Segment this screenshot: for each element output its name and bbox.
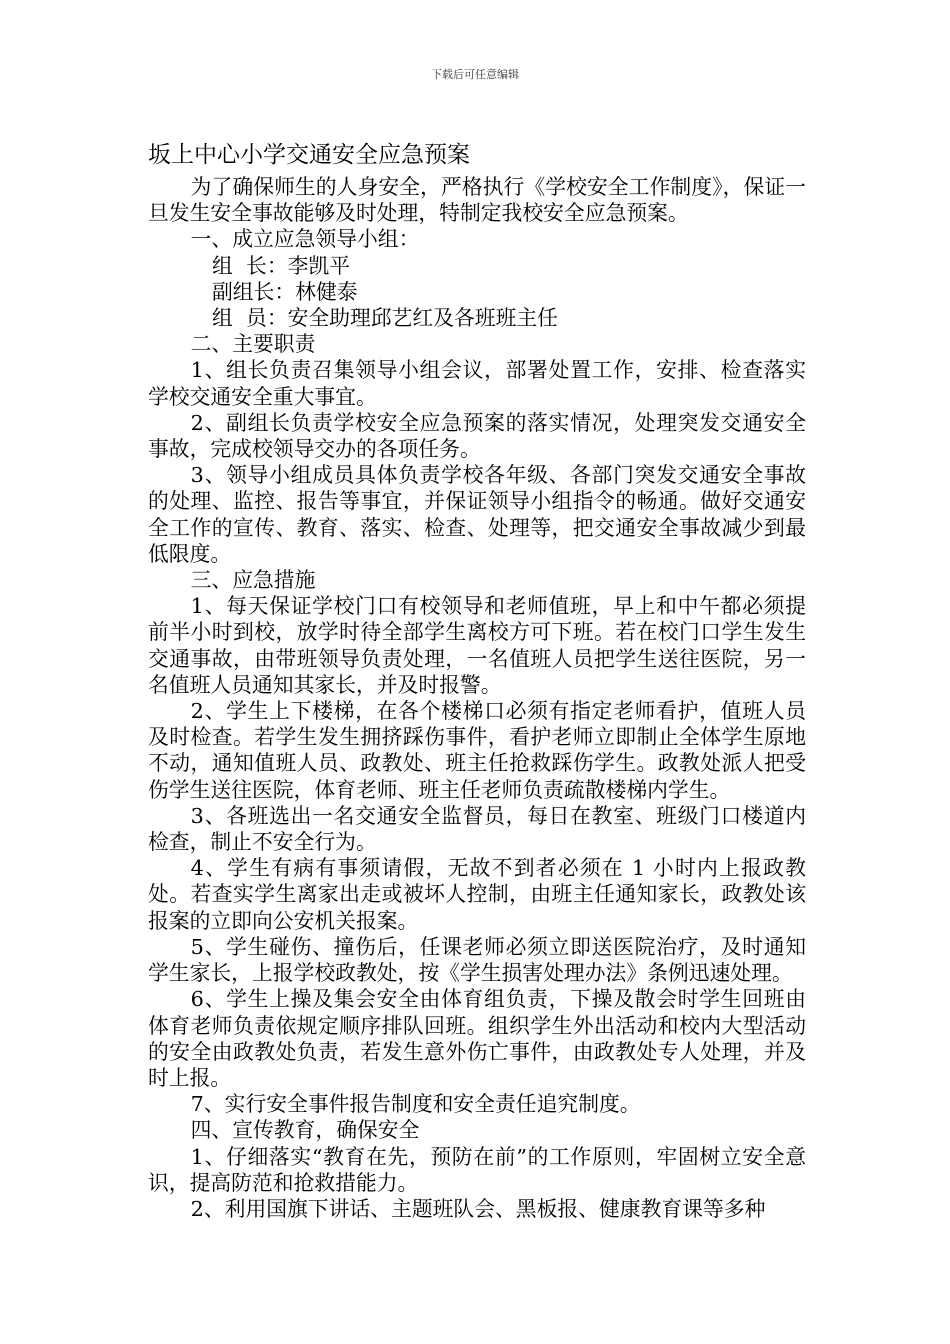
deputy-line: 副组长：林健泰 [212, 279, 358, 304]
section-3-item: 5、学生碰伤、撞伤后，任课老师必须立即送医院治疗，及时通知学生家长，上报学校政教处，按《学生损害处理办法》条例迅速处理。 [148, 934, 806, 986]
section-4-heading: 四、宣传教育，确保安全 [190, 1118, 420, 1143]
section-4-item: 1、仔细落实“教育在先，预防在前”的工作原则，牢固树立安全意识，提高防范和抢救措能力。 [148, 1144, 806, 1195]
section-3-item: 4、学生有病有事须请假，无故不到者必须在 1 小时内上报政教处。若查实学生离家出走或被坏人控制，由班主任通知家长，政教处该报案的立即向公安机关报案。 [148, 856, 806, 933]
section-1-heading: 一、成立应急领导小组： [190, 227, 420, 252]
document-body [148, 174, 806, 1222]
members-line: 组 员：安全助理邱艺红及各班班主任 [212, 306, 558, 331]
section-2-item: 1、组长负责召集领导小组会议，部署处置工作，安排、检查落实学校交通安全重大事宜。 [148, 358, 806, 409]
leader-line: 组 长：李凯平 [212, 253, 351, 278]
section-3-item: 1、每天保证学校门口有校领导和老师值班，早上和中午都必须提前半小时到校，放学时待全部学生离校方可下班。若在校门口学生发生交通事故，由带班领导负责处理，一名值班人员把学生送往医院，另一名值班人员通知其家长，并及时报警。 [148, 594, 806, 697]
section-2-item: 2、副组长负责学校安全应急预案的落实情况，处理突发交通安全事故，完成校领导交办的各项任务。 [148, 410, 806, 462]
section-3-item: 6、学生上操及集会安全由体育组负责，下操及散会时学生回班由体育老师负责依规定顺序排队回班。组织学生外出活动和校内大型活动的安全由政教处负责，若发生意外伤亡事件，由政教处专人处理，并及时上报。 [148, 987, 806, 1090]
section-2-heading: 二、主要职责 [190, 332, 316, 357]
section-3-item: 7、实行安全事件报告制度和安全责任追究制度。 [190, 1092, 641, 1117]
section-3-item: 2、学生上下楼梯，在各个楼梯口必须有指定老师看护，值班人员及时检查。若学生发生拥挤踩伤事件，看护老师立即制止全体学生原地不动，通知值班人员、政教处、班主任抢救踩伤学生。政教处派人把受伤学生送往医院，体育老师、班主任老师负责疏散楼梯内学生。 [148, 699, 806, 802]
section-3-item: 3、各班选出一名交通安全监督员，每日在教室、班级门口楼道内检查，制止不安全行为。 [148, 803, 806, 855]
section-4-item: 2、利用国旗下讲话、主题班队会、黑板报、健康教育课等多种 [190, 1196, 766, 1221]
document-title: 坂上中心小学交通安全应急预案 [148, 142, 470, 168]
header-note: 下载后可任意编辑 [431, 68, 519, 81]
section-2-item: 3、领导小组成员具体负责学校各年级、各部门突发交通安全事故的处理、监控、报告等事宜，并保证领导小组指令的畅通。做好交通安全工作的宣传、教育、落实、检查、处理等，把交通安全事故减少到最低限度。 [148, 463, 806, 566]
intro-paragraph: 为了确保师生的人身安全，严格执行《学校安全工作制度》，保证一旦发生安全事故能够及时处理，特制定我校安全应急预案。 [148, 175, 806, 226]
section-3-heading: 三、应急措施 [190, 568, 316, 593]
